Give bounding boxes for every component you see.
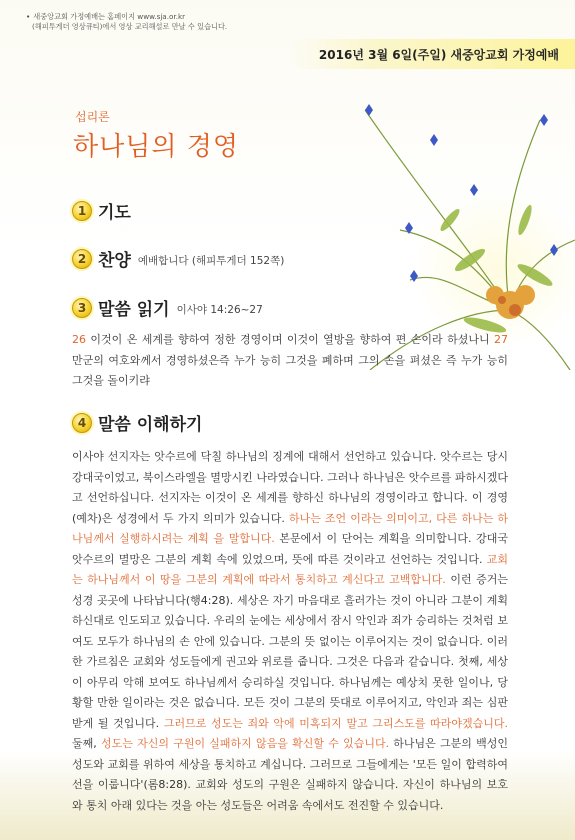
- body-part-3: 이런 증거는 성경 곳곳에 나타납니다(행4:28). 세상은 자기 마음대로 흘러가는 것이 아니라 그분이 계획하신대로 인도되고 있습니다. 우리의 눈에는 세상에서 잠시 악인과 죄가 승리하는 것처럼 보여도 모두가 하나님의 손 안에 있습니다. 그분의 뜻 없이는 이루어지는 것이 없습니다. 이러한 가르침은 교회와 성도들에게 권고와 위로를 줍니다. 그것은 다음과 같습니다. 첫째, 세상이 아무리 악해 보여도 하나님께서 승리하실 것입니다. 하나님께는 예상치 못한 일이나, 당황할 만한 일이라는 것은 없습니다. 모든 것이 그분의 뜻대로 이루어지고, 악인과 죄는 심판받게 될 것입니다.: [72, 573, 508, 730]
- body-highlight-4: 성도는 자신의 구원이 실패하지 않음을 확신할 수 있습니다.: [100, 737, 390, 750]
- body-highlight-3: 그러므로 성도는 죄와 악에 미혹되지 말고 그리스도를 따라야겠습니다.: [163, 716, 509, 730]
- subtitle: 섭리론: [75, 110, 110, 124]
- top-note: [26, 12, 227, 32]
- section-prayer: [72, 198, 131, 223]
- verse-number-26: 26: [72, 333, 86, 346]
- scripture-text: [72, 330, 508, 392]
- section-title-reading: 말씀 읽기: [98, 300, 170, 320]
- header-date-band: [288, 39, 575, 69]
- section-praise: [72, 246, 284, 271]
- section-reading: [72, 295, 263, 320]
- number-badge-4: 4: [72, 413, 92, 433]
- praise-reference: 예배합니다 (해피투게더 152쪽): [137, 254, 285, 267]
- reading-reference: 이사야 14:26~27: [176, 303, 263, 316]
- top-note-line1: 새중앙교회 가정예배는 홈페이지 www.sja.or.kr: [33, 12, 186, 21]
- page-title: 하나님의 경영: [73, 132, 239, 162]
- bullet-icon: •: [26, 12, 31, 21]
- top-note-line2: (해피투게더 영상큐티)에서 영상 교리해설로 만날 수 있습니다.: [32, 22, 228, 31]
- number-badge-2: 2: [72, 249, 92, 269]
- body-part-4: 둘째,: [72, 737, 101, 750]
- body-highlight-1: 하나는 조언 이라는 의미이고, 다른 하나는 하나님께서 실행하시려는 계획 을 말합니다.: [72, 511, 509, 545]
- body-text: [72, 447, 508, 816]
- header-date: 2016년 3월 6일(주일) 새중앙교회 가정예배: [318, 48, 559, 62]
- section-title-prayer: 기도: [98, 203, 131, 223]
- verse-number-27: 27: [494, 333, 508, 346]
- body-part-1: 이사야 선지자는 앗수르에 닥칠 하나님의 징계에 대해서 선언하고 있습니다. 앗수르는 당시 강대국이었고, 북이스라엘을 멸망시킨 나라였습니다. 그러나 하나님은 앗수르를 파하시겠다고 선언하십니다. 선지자는 이것이 온 세계를 향하신 하나님의 경영이라고 합니다. 이 경영(예차)은 성경에서 두 가지 의미가 있습니다.: [72, 450, 508, 525]
- section-title-praise: 찬양: [98, 251, 131, 271]
- section-understanding: [72, 410, 202, 435]
- verse-26-text: 이것이 온 세계를 향하여 정한 경영이며 이것이 열방을 향하여 편 손이라 하셨나니: [86, 333, 494, 346]
- flower-illustration: [270, 70, 575, 370]
- section-title-understanding: 말씀 이해하기: [98, 415, 203, 435]
- number-badge-1: 1: [72, 201, 92, 221]
- body-part-2: 본문에서 이 단어는 계획을 의미합니다. 강대국 앗수르의 멸망은 그분의 계획 속에 있었으며, 뜻에 따른 것이라고 선언하는 것입니다.: [72, 532, 509, 566]
- body-part-5: 하나님은 그분의 백성인 성도와 교회를 위하여 세상을 통치하고 계십니다. 그러므로 그들에게는 '모든 일이 합력하여 선을 이룹니다'(롬8:28). 교회와 성도의 구원은 실패하지 않습니다. 자신이 하나님의 보호와 통치 아래 있다는 것을 아는 성도들은 어려움 속에서도 전진할 수 있습니다.: [72, 737, 509, 812]
- verse-27-text: 만군의 여호와께서 경영하셨은즉 누가 능히 그것을 폐하며 그의 손을 펴셨은 즉 누가 능히 그것을 돌이키랴: [72, 353, 508, 387]
- body-highlight-2: 교회는 하나님께서 이 땅을 그분의 계획에 따라서 통치하고 계신다고 고백합니다.: [72, 552, 508, 586]
- number-badge-3: 3: [72, 298, 92, 318]
